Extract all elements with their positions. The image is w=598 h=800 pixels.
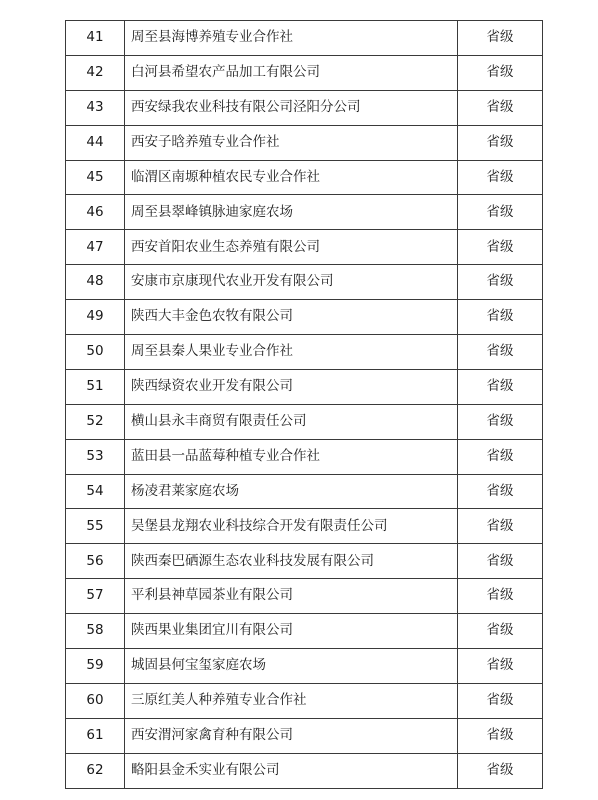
table-row	[66, 125, 543, 160]
level-cell: 省级	[458, 579, 543, 614]
row-number-cell: 62	[66, 753, 125, 788]
level-cell: 省级	[458, 404, 543, 439]
table-row	[66, 55, 543, 90]
company-name-cell: 陕西果业集团宜川有限公司	[125, 614, 458, 649]
level-cell: 省级	[458, 300, 543, 335]
company-name-cell: 西安绿我农业科技有限公司泾阳分公司	[125, 90, 458, 125]
company-name-cell: 横山县永丰商贸有限责任公司	[125, 404, 458, 439]
level-cell: 省级	[458, 649, 543, 684]
row-number-cell: 52	[66, 404, 125, 439]
level-cell: 省级	[458, 265, 543, 300]
table-row	[66, 718, 543, 753]
table-row	[66, 439, 543, 474]
row-number-cell: 44	[66, 125, 125, 160]
row-number-cell: 55	[66, 509, 125, 544]
table-row	[66, 544, 543, 579]
company-name-cell: 西安渭河家禽育种有限公司	[125, 718, 458, 753]
row-number-cell: 60	[66, 683, 125, 718]
company-name-cell: 白河县希望农产品加工有限公司	[125, 55, 458, 90]
enterprise-list-table-wrap	[65, 20, 533, 789]
level-cell: 省级	[458, 55, 543, 90]
table-row	[66, 474, 543, 509]
table-row	[66, 614, 543, 649]
table-row	[66, 509, 543, 544]
company-name-cell: 周至县翠峰镇脉迪家庭农场	[125, 195, 458, 230]
row-number-cell: 58	[66, 614, 125, 649]
row-number-cell: 41	[66, 21, 125, 56]
row-number-cell: 50	[66, 335, 125, 370]
table-row	[66, 265, 543, 300]
table-row	[66, 404, 543, 439]
level-cell: 省级	[458, 439, 543, 474]
table-row	[66, 195, 543, 230]
level-cell: 省级	[458, 21, 543, 56]
row-number-cell: 54	[66, 474, 125, 509]
level-cell: 省级	[458, 614, 543, 649]
table-row	[66, 649, 543, 684]
level-cell: 省级	[458, 683, 543, 718]
table-row	[66, 753, 543, 788]
company-name-cell: 临渭区南塬种植农民专业合作社	[125, 160, 458, 195]
level-cell: 省级	[458, 509, 543, 544]
company-name-cell: 三原红美人种养殖专业合作社	[125, 683, 458, 718]
enterprise-list-table	[65, 20, 543, 789]
row-number-cell: 61	[66, 718, 125, 753]
table-row	[66, 21, 543, 56]
table-row	[66, 335, 543, 370]
row-number-cell: 42	[66, 55, 125, 90]
row-number-cell: 47	[66, 230, 125, 265]
company-name-cell: 陕西秦巴硒源生态农业科技发展有限公司	[125, 544, 458, 579]
company-name-cell: 杨凌君莱家庭农场	[125, 474, 458, 509]
level-cell: 省级	[458, 230, 543, 265]
level-cell: 省级	[458, 544, 543, 579]
level-cell: 省级	[458, 474, 543, 509]
table-row	[66, 300, 543, 335]
company-name-cell: 城固县何宝玺家庭农场	[125, 649, 458, 684]
table-row	[66, 369, 543, 404]
level-cell: 省级	[458, 160, 543, 195]
table-row	[66, 230, 543, 265]
table-row	[66, 683, 543, 718]
company-name-cell: 陕西大丰金色农牧有限公司	[125, 300, 458, 335]
company-name-cell: 周至县海博养殖专业合作社	[125, 21, 458, 56]
company-name-cell: 周至县秦人果业专业合作社	[125, 335, 458, 370]
row-number-cell: 56	[66, 544, 125, 579]
company-name-cell: 略阳县金禾实业有限公司	[125, 753, 458, 788]
table-body	[66, 21, 543, 789]
level-cell: 省级	[458, 90, 543, 125]
row-number-cell: 57	[66, 579, 125, 614]
level-cell: 省级	[458, 125, 543, 160]
table-row	[66, 90, 543, 125]
row-number-cell: 53	[66, 439, 125, 474]
level-cell: 省级	[458, 718, 543, 753]
company-name-cell: 平利县神草园茶业有限公司	[125, 579, 458, 614]
company-name-cell: 西安子晗养殖专业合作社	[125, 125, 458, 160]
row-number-cell: 49	[66, 300, 125, 335]
level-cell: 省级	[458, 335, 543, 370]
company-name-cell: 安康市京康现代农业开发有限公司	[125, 265, 458, 300]
company-name-cell: 西安首阳农业生态养殖有限公司	[125, 230, 458, 265]
row-number-cell: 48	[66, 265, 125, 300]
level-cell: 省级	[458, 369, 543, 404]
level-cell: 省级	[458, 195, 543, 230]
company-name-cell: 吴堡县龙翔农业科技综合开发有限责任公司	[125, 509, 458, 544]
company-name-cell: 陕西绿资农业开发有限公司	[125, 369, 458, 404]
table-row	[66, 160, 543, 195]
row-number-cell: 43	[66, 90, 125, 125]
row-number-cell: 46	[66, 195, 125, 230]
level-cell: 省级	[458, 753, 543, 788]
company-name-cell: 蓝田县一品蓝莓种植专业合作社	[125, 439, 458, 474]
table-row	[66, 579, 543, 614]
row-number-cell: 51	[66, 369, 125, 404]
row-number-cell: 45	[66, 160, 125, 195]
row-number-cell: 59	[66, 649, 125, 684]
